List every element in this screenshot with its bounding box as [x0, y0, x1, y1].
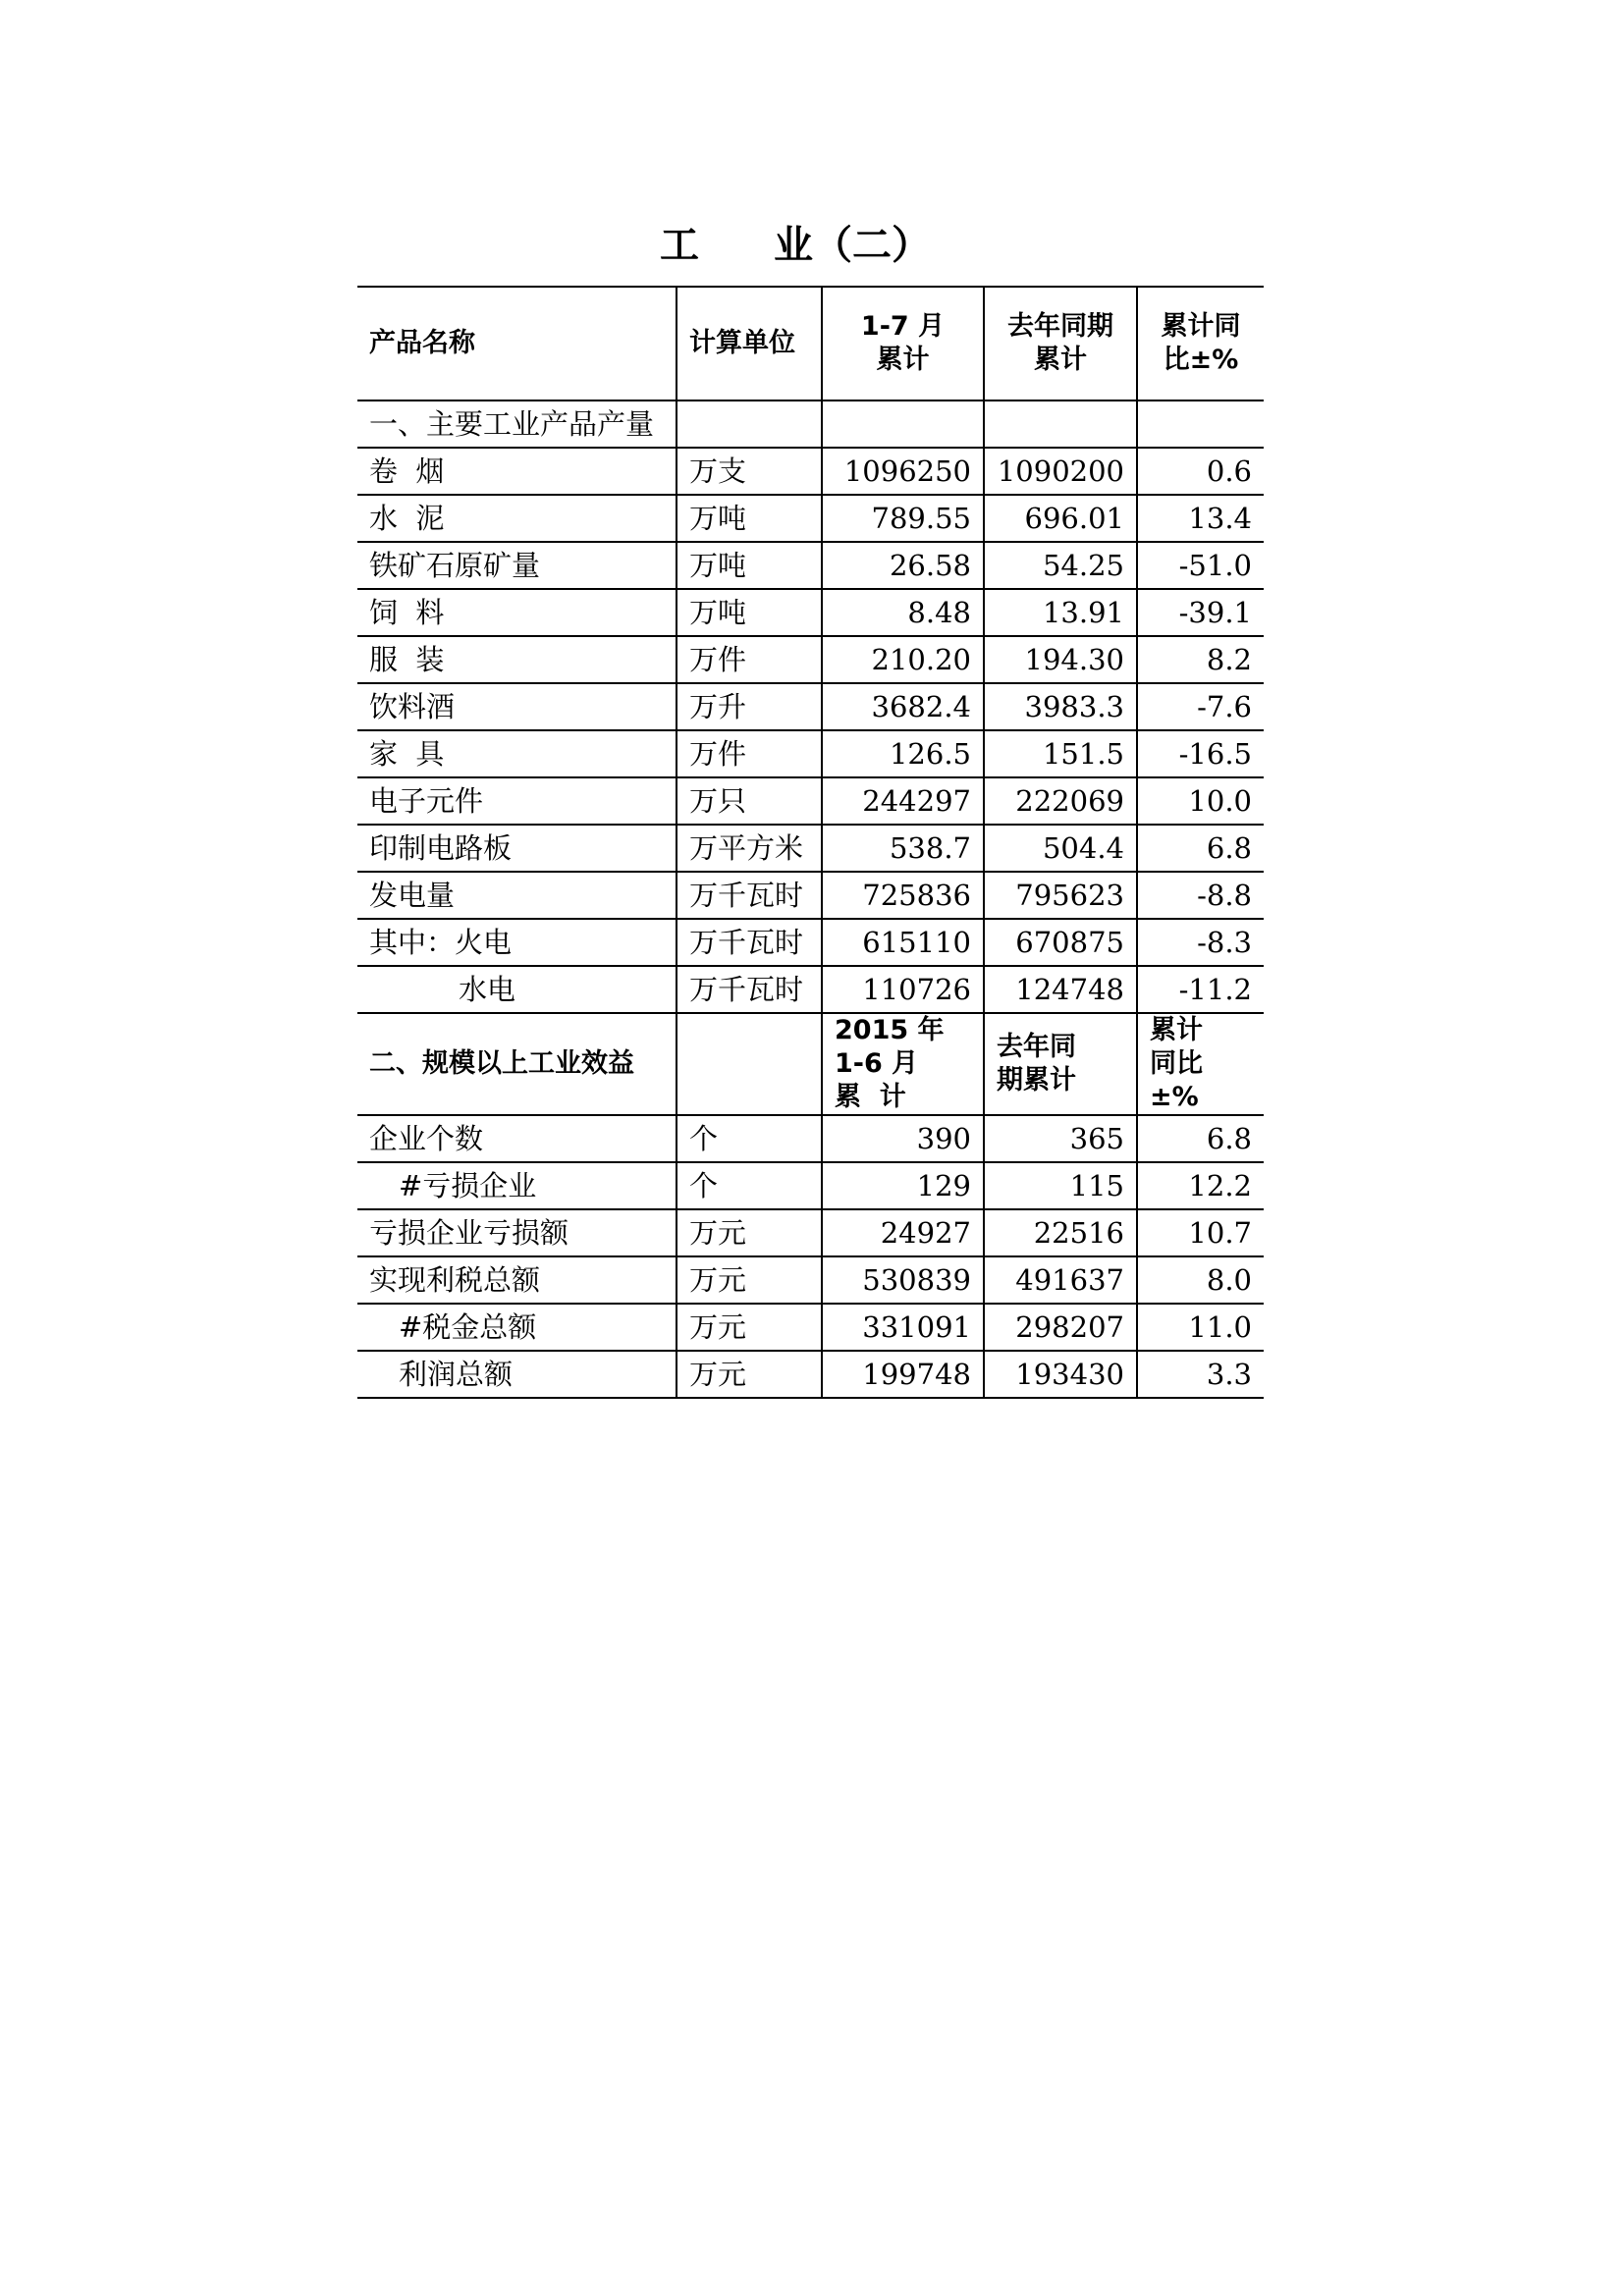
benefit-name: 利润总额: [357, 1351, 677, 1398]
table-row: [357, 683, 1264, 730]
product-unit: 万千瓦时: [677, 966, 822, 1013]
product-yoy: 0.6: [1137, 448, 1264, 495]
product-name: 铁矿石原矿量: [357, 542, 677, 589]
product-current: 615110: [822, 919, 984, 966]
product-yoy: -51.0: [1137, 542, 1264, 589]
table-row: [357, 730, 1264, 777]
table-row: [357, 825, 1264, 872]
benefit-name: 实现利税总额: [357, 1256, 677, 1304]
product-last-year: 3983.3: [984, 683, 1137, 730]
section2-current: [822, 1013, 984, 1115]
product-last-year: 670875: [984, 919, 1137, 966]
section2-yoy-line2: 同比: [1150, 1048, 1203, 1079]
product-unit: 万千瓦时: [677, 919, 822, 966]
benefit-last-year: 22516: [984, 1209, 1137, 1256]
industry-table: [357, 286, 1264, 1399]
table-row: [357, 1256, 1264, 1304]
product-current: 26.58: [822, 542, 984, 589]
product-current: 8.48: [822, 589, 984, 636]
product-name: 其中：火电: [357, 919, 677, 966]
header-current-line1: 1-7 月: [860, 311, 946, 342]
benefit-current: 390: [822, 1115, 984, 1162]
product-name: 饲 料: [357, 589, 677, 636]
section2-last-year-line1: 去年同: [997, 1032, 1076, 1062]
product-name: 印制电路板: [357, 825, 677, 872]
product-current: 210.20: [822, 636, 984, 683]
table-row: [357, 1304, 1264, 1351]
product-yoy: -16.5: [1137, 730, 1264, 777]
product-last-year: 194.30: [984, 636, 1137, 683]
product-last-year: 504.4: [984, 825, 1137, 872]
benefit-unit: 个: [677, 1162, 822, 1209]
product-name: 水 泥: [357, 495, 677, 542]
benefit-name: 企业个数: [357, 1115, 677, 1162]
section2-current-line2: 1-6 月: [835, 1048, 919, 1079]
product-name: 水电: [357, 966, 677, 1013]
product-unit: 万件: [677, 636, 822, 683]
benefit-unit: 万元: [677, 1304, 822, 1351]
product-current: 110726: [822, 966, 984, 1013]
table-row: [357, 966, 1264, 1013]
section1-label: 一、主要工业产品产量: [357, 400, 677, 448]
benefit-unit: 万元: [677, 1256, 822, 1304]
section-row: [357, 400, 1264, 448]
section2-current-line3: 累 计: [835, 1082, 906, 1112]
product-last-year: 151.5: [984, 730, 1137, 777]
product-yoy: -39.1: [1137, 589, 1264, 636]
header-yoy-line2: 比±%: [1163, 345, 1239, 375]
benefit-yoy: 11.0: [1137, 1304, 1264, 1351]
product-name: 家 具: [357, 730, 677, 777]
product-last-year: 222069: [984, 777, 1137, 825]
header-name: 产品名称: [357, 287, 677, 400]
product-current: 3682.4: [822, 683, 984, 730]
table-row: [357, 1209, 1264, 1256]
header-yoy-line1: 累计同: [1161, 311, 1241, 342]
product-last-year: 124748: [984, 966, 1137, 1013]
product-unit: 万吨: [677, 542, 822, 589]
product-current: 725836: [822, 872, 984, 919]
table-row: [357, 1115, 1264, 1162]
header-last-year-line2: 累计: [1034, 345, 1087, 375]
product-name: 卷 烟: [357, 448, 677, 495]
section2-last-year-line2: 期累计: [997, 1065, 1076, 1095]
benefit-current: 199748: [822, 1351, 984, 1398]
table-row: [357, 872, 1264, 919]
benefit-last-year: 115: [984, 1162, 1137, 1209]
section2-yoy-line1: 累计: [1150, 1015, 1203, 1045]
benefit-last-year: 298207: [984, 1304, 1137, 1351]
table-row: [357, 777, 1264, 825]
table-row: [357, 1351, 1264, 1398]
header-last-year: [984, 287, 1137, 400]
table-row: [357, 589, 1264, 636]
benefit-current: 24927: [822, 1209, 984, 1256]
title-part1: 工: [660, 222, 699, 268]
product-last-year: 54.25: [984, 542, 1137, 589]
product-unit: 万千瓦时: [677, 872, 822, 919]
product-unit: 万升: [677, 683, 822, 730]
benefit-yoy: 10.7: [1137, 1209, 1264, 1256]
table-row: [357, 636, 1264, 683]
benefit-yoy: 8.0: [1137, 1256, 1264, 1304]
empty-cell: [1137, 400, 1264, 448]
product-yoy: 8.2: [1137, 636, 1264, 683]
benefit-name: 亏损企业亏损额: [357, 1209, 677, 1256]
benefit-last-year: 193430: [984, 1351, 1137, 1398]
product-yoy: 6.8: [1137, 825, 1264, 872]
product-name: 电子元件: [357, 777, 677, 825]
section2-yoy: [1137, 1013, 1264, 1115]
product-yoy: -8.8: [1137, 872, 1264, 919]
empty-cell: [822, 400, 984, 448]
empty-cell: [984, 400, 1137, 448]
benefit-last-year: 491637: [984, 1256, 1137, 1304]
benefit-unit: 个: [677, 1115, 822, 1162]
benefit-unit: 万元: [677, 1351, 822, 1398]
table-header-row: [357, 287, 1264, 400]
benefit-yoy: 6.8: [1137, 1115, 1264, 1162]
product-unit: 万只: [677, 777, 822, 825]
product-yoy: -8.3: [1137, 919, 1264, 966]
section2-header-row: [357, 1013, 1264, 1115]
empty-cell: [677, 1013, 822, 1115]
product-current: 789.55: [822, 495, 984, 542]
section2-label: 二、规模以上工业效益: [357, 1013, 677, 1115]
product-current: 538.7: [822, 825, 984, 872]
product-yoy: 13.4: [1137, 495, 1264, 542]
table-row: [357, 542, 1264, 589]
product-name: 饮料酒: [357, 683, 677, 730]
product-current: 244297: [822, 777, 984, 825]
header-current: [822, 287, 984, 400]
benefit-last-year: 365: [984, 1115, 1137, 1162]
benefit-current: 331091: [822, 1304, 984, 1351]
product-unit: 万平方米: [677, 825, 822, 872]
header-yoy: [1137, 287, 1264, 400]
table-row: [357, 1162, 1264, 1209]
table-row: [357, 919, 1264, 966]
product-last-year: 795623: [984, 872, 1137, 919]
title-part2: 业（二）: [774, 222, 931, 268]
product-yoy: -7.6: [1137, 683, 1264, 730]
header-unit: 计算单位: [677, 287, 822, 400]
benefit-name: #税金总额: [357, 1304, 677, 1351]
product-unit: 万吨: [677, 589, 822, 636]
product-current: 126.5: [822, 730, 984, 777]
product-last-year: 696.01: [984, 495, 1137, 542]
header-current-line2: 累计: [876, 345, 930, 375]
section2-last-year: [984, 1013, 1137, 1115]
product-name: 服 装: [357, 636, 677, 683]
product-yoy: 10.0: [1137, 777, 1264, 825]
benefit-current: 129: [822, 1162, 984, 1209]
benefit-current: 530839: [822, 1256, 984, 1304]
table-row: [357, 448, 1264, 495]
product-name: 发电量: [357, 872, 677, 919]
benefit-name: #亏损企业: [357, 1162, 677, 1209]
product-unit: 万件: [677, 730, 822, 777]
section2-current-line1: 2015 年: [835, 1015, 945, 1045]
product-yoy: -11.2: [1137, 966, 1264, 1013]
benefit-unit: 万元: [677, 1209, 822, 1256]
product-last-year: 13.91: [984, 589, 1137, 636]
product-current: 1096250: [822, 448, 984, 495]
benefit-yoy: 3.3: [1137, 1351, 1264, 1398]
table-row: [357, 495, 1264, 542]
benefit-yoy: 12.2: [1137, 1162, 1264, 1209]
product-unit: 万支: [677, 448, 822, 495]
empty-cell: [677, 400, 822, 448]
section2-yoy-line3: ±%: [1150, 1082, 1199, 1112]
product-unit: 万吨: [677, 495, 822, 542]
product-last-year: 1090200: [984, 448, 1137, 495]
header-last-year-line1: 去年同期: [1007, 311, 1113, 342]
